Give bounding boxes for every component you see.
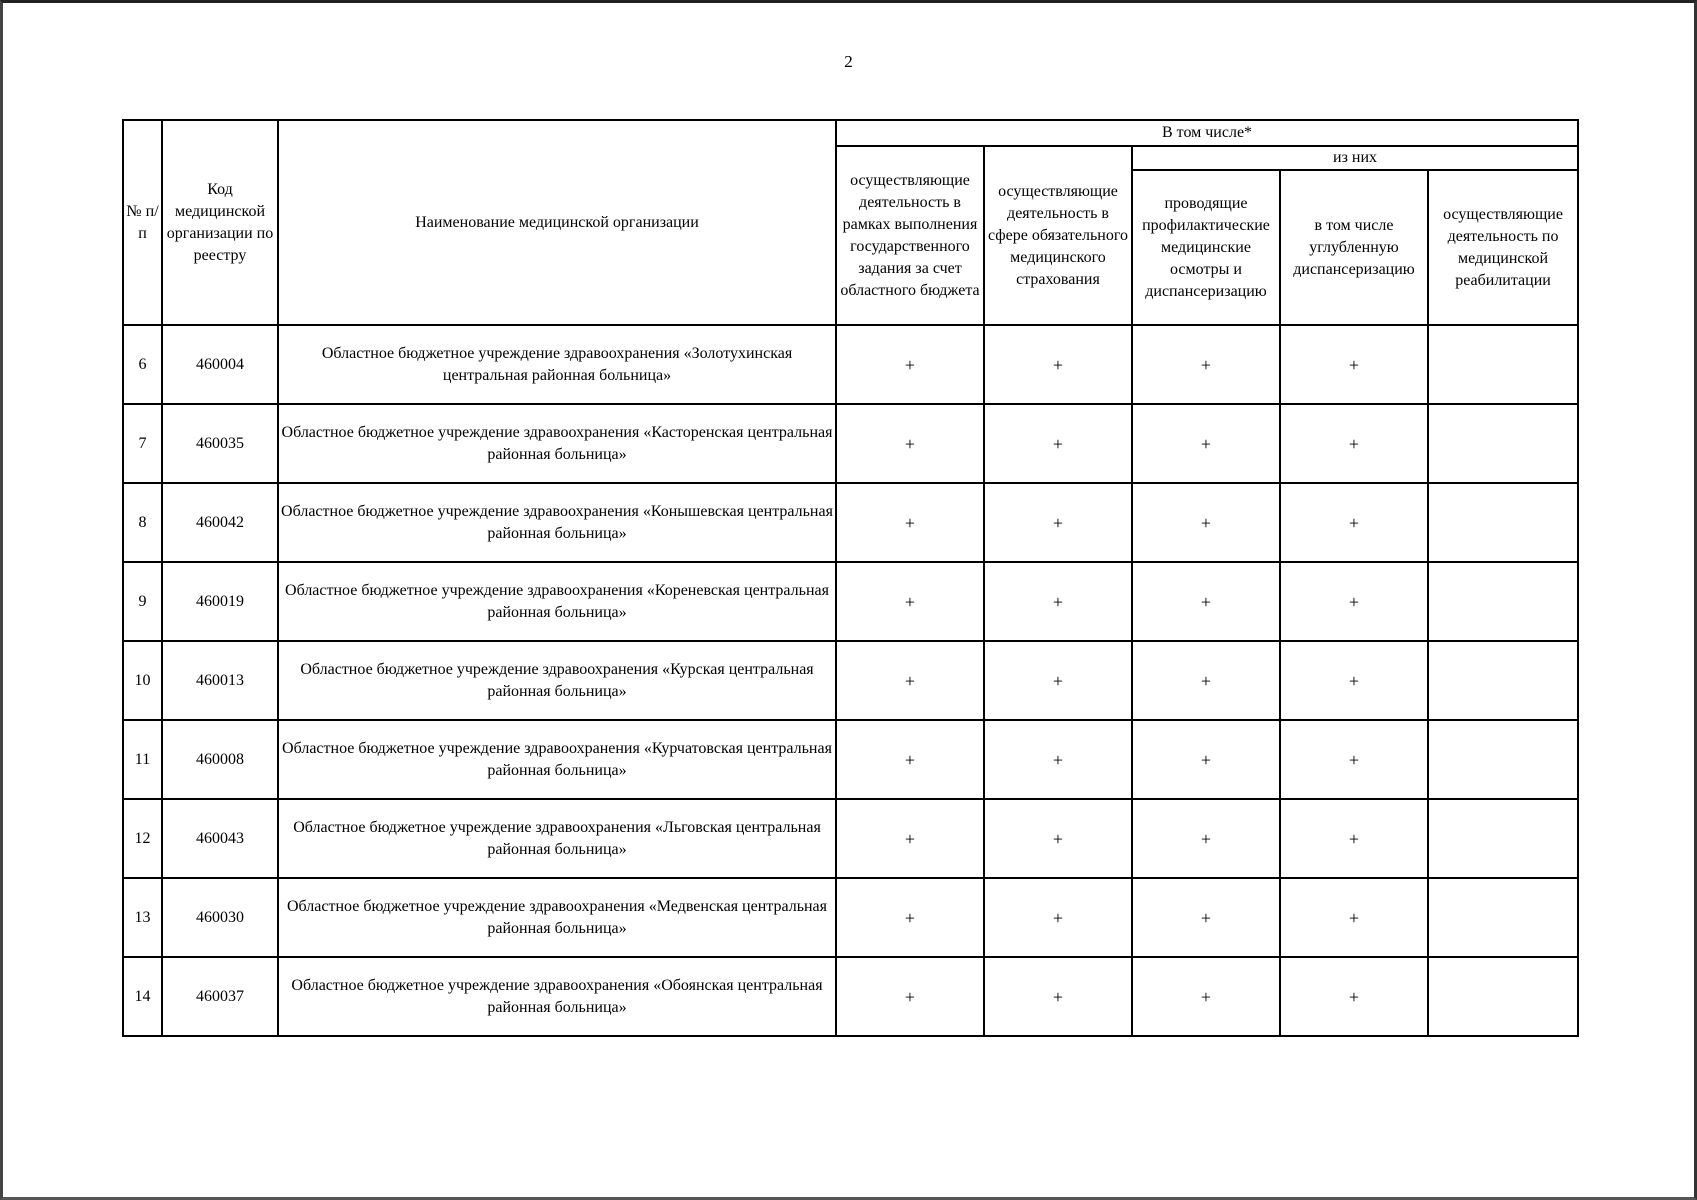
header-prof-exams: проводящие профилактические медицинские осмотры и диспансеризацию — [1132, 170, 1280, 325]
cell-code: 460035 — [162, 404, 278, 483]
cell-num: 7 — [123, 404, 162, 483]
cell-prof-exams: + — [1132, 483, 1280, 562]
cell-prof-exams: + — [1132, 878, 1280, 957]
cell-state-task: + — [836, 325, 984, 404]
table-row — [123, 878, 1578, 957]
header-code: Код медицинской организации по реестру — [162, 120, 278, 325]
cell-code: 460037 — [162, 957, 278, 1036]
cell-prof-exams: + — [1132, 562, 1280, 641]
cell-state-task: + — [836, 878, 984, 957]
cell-oms: + — [984, 404, 1132, 483]
table-row — [123, 641, 1578, 720]
cell-name: Областное бюджетное учреждение здравоохранения «Конышевская центральная районная больница» — [278, 483, 836, 562]
cell-num: 13 — [123, 878, 162, 957]
table-row — [123, 957, 1578, 1036]
cell-code: 460042 — [162, 483, 278, 562]
cell-oms: + — [984, 878, 1132, 957]
cell-rehab — [1428, 325, 1578, 404]
table-row — [123, 562, 1578, 641]
header-oms: осуществляющие деятельность в сфере обязательного медицинского страхования — [984, 146, 1132, 325]
cell-oms: + — [984, 562, 1132, 641]
cell-deep-disp: + — [1280, 325, 1428, 404]
cell-prof-exams: + — [1132, 799, 1280, 878]
cell-oms: + — [984, 720, 1132, 799]
cell-state-task: + — [836, 720, 984, 799]
header-name: Наименование медицинской организации — [278, 120, 836, 325]
cell-rehab — [1428, 404, 1578, 483]
cell-deep-disp: + — [1280, 878, 1428, 957]
cell-deep-disp: + — [1280, 720, 1428, 799]
cell-oms: + — [984, 483, 1132, 562]
table-row — [123, 325, 1578, 404]
cell-code: 460019 — [162, 562, 278, 641]
cell-name: Областное бюджетное учреждение здравоохранения «Курчатовская центральная районная больница» — [278, 720, 836, 799]
cell-code: 460008 — [162, 720, 278, 799]
cell-code: 460013 — [162, 641, 278, 720]
header-including: В том числе* — [836, 120, 1578, 146]
cell-deep-disp: + — [1280, 483, 1428, 562]
cell-name: Областное бюджетное учреждение здравоохранения «Кореневская центральная районная больница» — [278, 562, 836, 641]
cell-prof-exams: + — [1132, 325, 1280, 404]
cell-num: 8 — [123, 483, 162, 562]
cell-num: 12 — [123, 799, 162, 878]
header-rehab: осуществляющие деятельность по медицинской реабилитации — [1428, 170, 1578, 325]
cell-name: Областное бюджетное учреждение здравоохранения «Обоянская центральная районная больница» — [278, 957, 836, 1036]
header-of-them: из них — [1132, 146, 1578, 170]
table-row — [123, 404, 1578, 483]
cell-name: Областное бюджетное учреждение здравоохранения «Льговская центральная районная больница» — [278, 799, 836, 878]
cell-oms: + — [984, 641, 1132, 720]
cell-deep-disp: + — [1280, 957, 1428, 1036]
cell-name: Областное бюджетное учреждение здравоохранения «Золотухинская центральная районная больница» — [278, 325, 836, 404]
cell-deep-disp: + — [1280, 799, 1428, 878]
table-row — [123, 483, 1578, 562]
cell-rehab — [1428, 641, 1578, 720]
cell-num: 11 — [123, 720, 162, 799]
organizations-table — [122, 119, 1579, 1037]
cell-prof-exams: + — [1132, 404, 1280, 483]
cell-deep-disp: + — [1280, 562, 1428, 641]
cell-deep-disp: + — [1280, 404, 1428, 483]
cell-oms: + — [984, 799, 1132, 878]
cell-num: 14 — [123, 957, 162, 1036]
cell-code: 460004 — [162, 325, 278, 404]
cell-rehab — [1428, 720, 1578, 799]
header-num: № п/п — [123, 120, 162, 325]
cell-prof-exams: + — [1132, 720, 1280, 799]
cell-oms: + — [984, 957, 1132, 1036]
cell-num: 9 — [123, 562, 162, 641]
cell-rehab — [1428, 799, 1578, 878]
cell-state-task: + — [836, 799, 984, 878]
cell-code: 460043 — [162, 799, 278, 878]
cell-state-task: + — [836, 404, 984, 483]
table-row — [123, 720, 1578, 799]
cell-state-task: + — [836, 483, 984, 562]
cell-name: Областное бюджетное учреждение здравоохранения «Медвенская центральная районная больница» — [278, 878, 836, 957]
cell-state-task: + — [836, 641, 984, 720]
cell-prof-exams: + — [1132, 641, 1280, 720]
cell-num: 6 — [123, 325, 162, 404]
cell-num: 10 — [123, 641, 162, 720]
cell-code: 460030 — [162, 878, 278, 957]
page-number: 2 — [844, 52, 853, 71]
cell-state-task: + — [836, 562, 984, 641]
table-row — [123, 799, 1578, 878]
cell-rehab — [1428, 878, 1578, 957]
cell-state-task: + — [836, 957, 984, 1036]
cell-rehab — [1428, 957, 1578, 1036]
cell-rehab — [1428, 562, 1578, 641]
cell-rehab — [1428, 483, 1578, 562]
header-deep-disp: в том числе углубленную диспансеризацию — [1280, 170, 1428, 325]
cell-name: Областное бюджетное учреждение здравоохранения «Курская центральная районная больница» — [278, 641, 836, 720]
cell-deep-disp: + — [1280, 641, 1428, 720]
header-state-task: осуществляющие деятельность в рамках выполнения государственного задания за счет областного бюджета — [836, 146, 984, 325]
cell-prof-exams: + — [1132, 957, 1280, 1036]
cell-name: Областное бюджетное учреждение здравоохранения «Касторенская центральная районная больница» — [278, 404, 836, 483]
cell-oms: + — [984, 325, 1132, 404]
